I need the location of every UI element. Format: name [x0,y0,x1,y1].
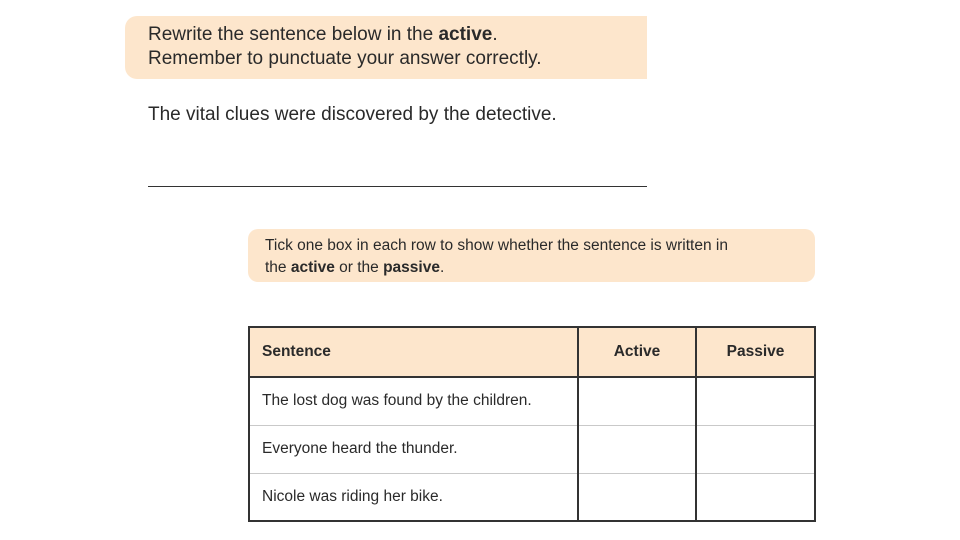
passive-tick-box[interactable] [696,425,815,473]
question2-instruction-line1: Tick one box in each row to show whether the sentence is written in [265,237,728,254]
active-passive-table [248,326,816,522]
passive-tick-box[interactable] [696,377,815,425]
active-tick-box[interactable] [578,377,696,425]
table-row [249,473,815,521]
question1-instruction-box [125,16,647,79]
passive-tick-box[interactable] [696,473,815,521]
table-row [249,425,815,473]
table-row [249,377,815,425]
row-sentence: Nicole was riding her bike. [249,473,578,521]
row-sentence: Everyone heard the thunder. [249,425,578,473]
header-sentence: Sentence [249,327,578,377]
answer-writing-line[interactable] [148,186,647,187]
question1-sentence: The vital clues were discovered by the detective. [148,104,557,125]
question1-instruction-line1: Rewrite the sentence below in the active. [148,24,498,45]
table-header-row [249,327,815,377]
row-sentence: The lost dog was found by the children. [249,377,578,425]
question2-instruction-line2: the active or the passive. [265,258,445,276]
active-tick-box[interactable] [578,425,696,473]
passive-keyword: passive [383,258,440,276]
active-keyword: active [290,258,335,276]
question1-instruction-line2: Remember to punctuate your answer correctly. [148,48,542,69]
active-tick-box[interactable] [578,473,696,521]
header-passive: Passive [696,327,815,377]
header-active: Active [578,327,696,377]
question2-instruction-box [248,229,815,282]
active-keyword: active [438,24,493,45]
